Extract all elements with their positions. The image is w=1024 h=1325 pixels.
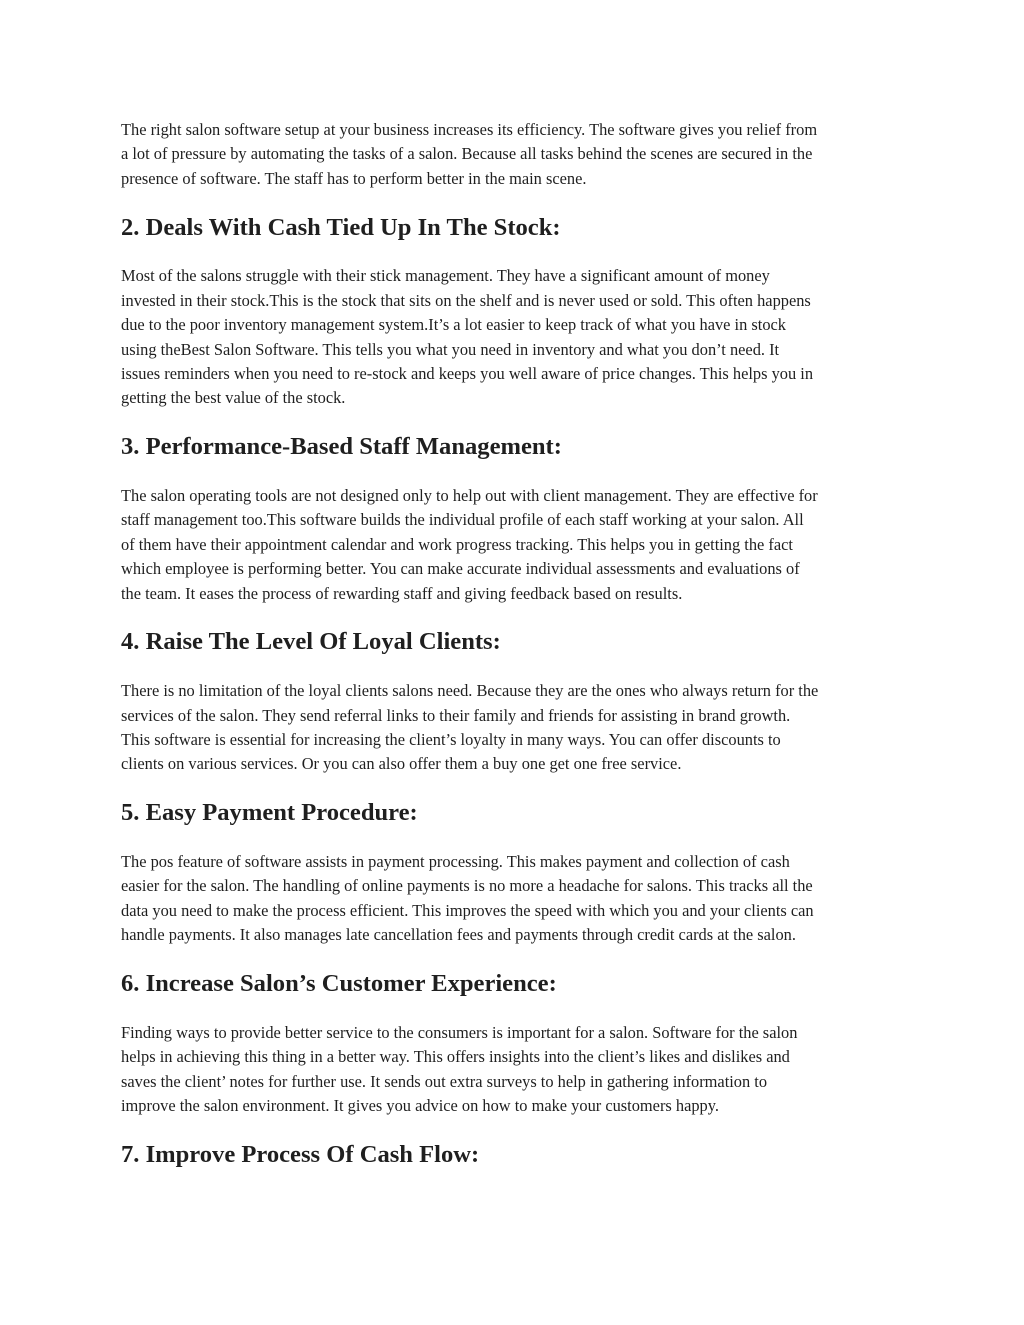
section-heading-cash-tied-up-in-stock: 2. Deals With Cash Tied Up In The Stock:: [121, 213, 561, 241]
section-paragraph-loyal-clients: There is no limitation of the loyal clients salons need. Because they are the ones who always return for the services of the salon. They send referral links to their family and friends for assisting in brand growth. This software is essential for increasing the client’s loyalty in many ways. You can offer discounts to clients on various services. Or you can also offer them a buy one get one free service.: [121, 681, 819, 774]
section-heading-loyal-clients: 4. Raise The Level Of Loyal Clients:: [121, 628, 501, 656]
section-heading-easy-payment: 5. Easy Payment Procedure:: [121, 799, 418, 827]
section-heading-staff-management: 3. Performance-Based Staff Management:: [121, 433, 562, 461]
section-paragraph-easy-payment: The pos feature of software assists in payment processing. This makes payment and collection of cash easier for the salon. The handling of online payments is no more a headache for salons. This tracks all the data you need to make the process efficient. This improves the speed with which you and your clients can handle payments. It also manages late cancellation fees and payments through credit cards at the salon.: [121, 852, 814, 945]
section-paragraph-customer-experience: Finding ways to provide better service to the consumers is important for a salon. Software for the salon helps in achieving this thing in a better way. This offers insights into the client’s likes and dislikes and saves the client’ notes for further use. It sends out extra surveys to help in gathering information to improve the salon environment. It gives you advice on how to make your customers happy.: [121, 1022, 798, 1116]
section-heading-cash-flow: 7. Improve Process Of Cash Flow:: [121, 1140, 480, 1168]
document-body: [121, 118, 905, 1192]
section-paragraph-cash-tied-up-in-stock: Most of the salons struggle with their stick management. They have a significant amount of money invested in their stock.This is the stock that sits on the shelf and is never used or sold. This often happens due to the poor inventory management system.It’s a lot easier to keep track of what you have in stock using theBest Salon Software. This tells you what you need in inventory and what you don’t need. It issues reminders when you need to re-stock and keeps you well aware of price changes. This helps you in getting the best value of the stock.: [121, 266, 814, 408]
section-heading-customer-experience: 6. Increase Salon’s Customer Experience:: [121, 970, 557, 998]
intro-paragraph: The right salon software setup at your business increases its efficiency. The software gives you relief from a lot of pressure by automating the tasks of a salon. Because all tasks behind the scenes are secured in the presence of software. The staff has to perform better in the main scene.: [121, 120, 818, 188]
section-paragraph-staff-management: The salon operating tools are not designed only to help out with client management. They are effective for staff management too.This software builds the individual profile of each staff working at your salon. All of them have their appointment calendar and work progress tracking. This helps you in getting the fact which employee is performing better. You can make accurate individual assessments and evaluations of the team. It eases the process of rewarding staff and giving feedback based on results.: [121, 486, 818, 603]
